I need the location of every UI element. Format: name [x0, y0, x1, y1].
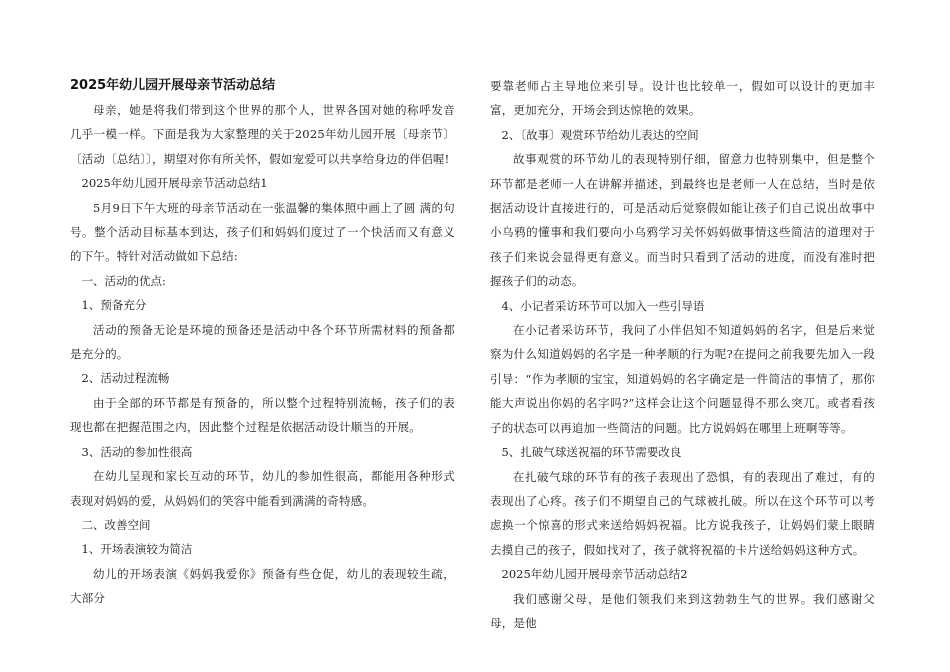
paragraph: 故事观赏的环节幼儿的表现特别仔细，留意力也特别集中，但是整个环节都是老师一人在讲解并描述，到最终也是老师一人在总结，当时是依据活动设计直接进行的，可是活动后觉察假如能让孩子们自己说出故事中小乌鸦的懂事和我们要向小乌鸦学习关怀妈妈做事情这些简洁的道理对于孩子们来说会显得更有意义。而当时只看到了活动的进度，而没有准时把握孩子们的动态。 [490, 152, 875, 289]
right-column [490, 74, 875, 635]
section-heading: 1、预备充分 [81, 298, 147, 313]
section-heading: 3、活动的参加性很高 [81, 444, 193, 459]
paragraph: 由于全部的环节都是有预备的，所以整个过程特别流畅，孩子们的表现也都在把握范围之内，因此整个过程是依据活动设计顺当的开展。 [70, 395, 455, 435]
section-heading: 4、小记者采访环节可以加入一些引导语 [501, 298, 705, 313]
right-column-body [490, 74, 875, 635]
section-heading: 1、开场表演较为简洁 [81, 542, 193, 557]
paragraph: 在扎破气球的环节有的孩子表现出了恐惧，有的表现出了难过，有的表现出了心疼。孩子们不期望自己的气球被扎破。所以在这个环节可以考虑换一个惊喜的形式来送给妈妈祝福。比方说我孩子，让妈妈们蒙上眼睛去摸自己的孩子，假如找对了，孩子就将祝福的卡片送给妈妈这种方式。 [490, 469, 875, 557]
left-column [70, 74, 455, 611]
paragraph: 幼儿的开场表演《妈妈我爱你》预备有些仓促，幼儿的表现较生疏，大部分 [70, 566, 455, 606]
paragraph: 在小记者采访环节，我问了小伴侣知不知道妈妈的名字，但是后来觉察为什么知道妈妈的名字是一种孝顺的行为呢?在提问之前我要先加入一段引导：“作为孝顺的宝宝，知道妈妈的名字确定是一件简洁的事情了，那你能大声说出你妈的名字吗?”这样会让这个问题显得不那么突兀。或者看孩子的状态可以再追加一些简洁的问题。比方说妈妈在哪里上班啊等等。 [490, 323, 875, 435]
paragraph: 5月9日下午大班的母亲节活动在一张温馨的集体照中画上了圆 满的句号。整个活动目标基本到达，孩子们和妈妈们度过了一个快活而又有意义的下午。特针对活动做如下总结: [70, 200, 455, 264]
section-heading: 2025年幼儿园开展母亲节活动总结2 [501, 567, 688, 582]
page-title: 2025年幼儿园开展母亲节活动总结 [70, 78, 276, 93]
section-heading: 2、〔故事〕观赏环节给幼儿表达的空间 [501, 127, 699, 142]
paragraph: 活动的预备无论是环境的预备还是活动中各个环节所需材料的预备都是充分的。 [70, 322, 455, 362]
paragraph: 母亲，她是将我们带到这个世界的那个人，世界各国对她的称呼发音几乎一模一样。下面是我为大家整理的关于2025年幼儿园开展〔母亲节〕〔活动〔总结〕〕，期望对你有所关怀，假如宠爱可以共享给身边的伴侣喔! [70, 103, 455, 166]
section-heading: 5、扎破气球送祝福的环节需要改良 [501, 445, 682, 460]
section-heading: 2025年幼儿园开展母亲节活动总结1 [81, 176, 268, 191]
section-heading: 一、活动的优点: [81, 273, 166, 288]
left-column-body [70, 98, 455, 611]
section-heading: 二、改善空间 [81, 517, 151, 532]
paragraph: 在幼儿呈现和家长互动的环节，幼儿的参加性很高，都能用各种形式表现对妈妈的爱，从妈妈们的笑容中能看到满满的奇特感。 [70, 469, 455, 508]
section-heading: 2、活动过程流畅 [81, 371, 170, 386]
paragraph: 我们感谢父母，是他们领我们来到这勃勃生气的世界。我们感谢父母，是他 [490, 591, 875, 630]
paragraph: 要靠老师占主导地位来引导。设计也比较单一，假如可以设计的更加丰富，更加充分，开场会到达惊艳的效果。 [490, 79, 875, 118]
